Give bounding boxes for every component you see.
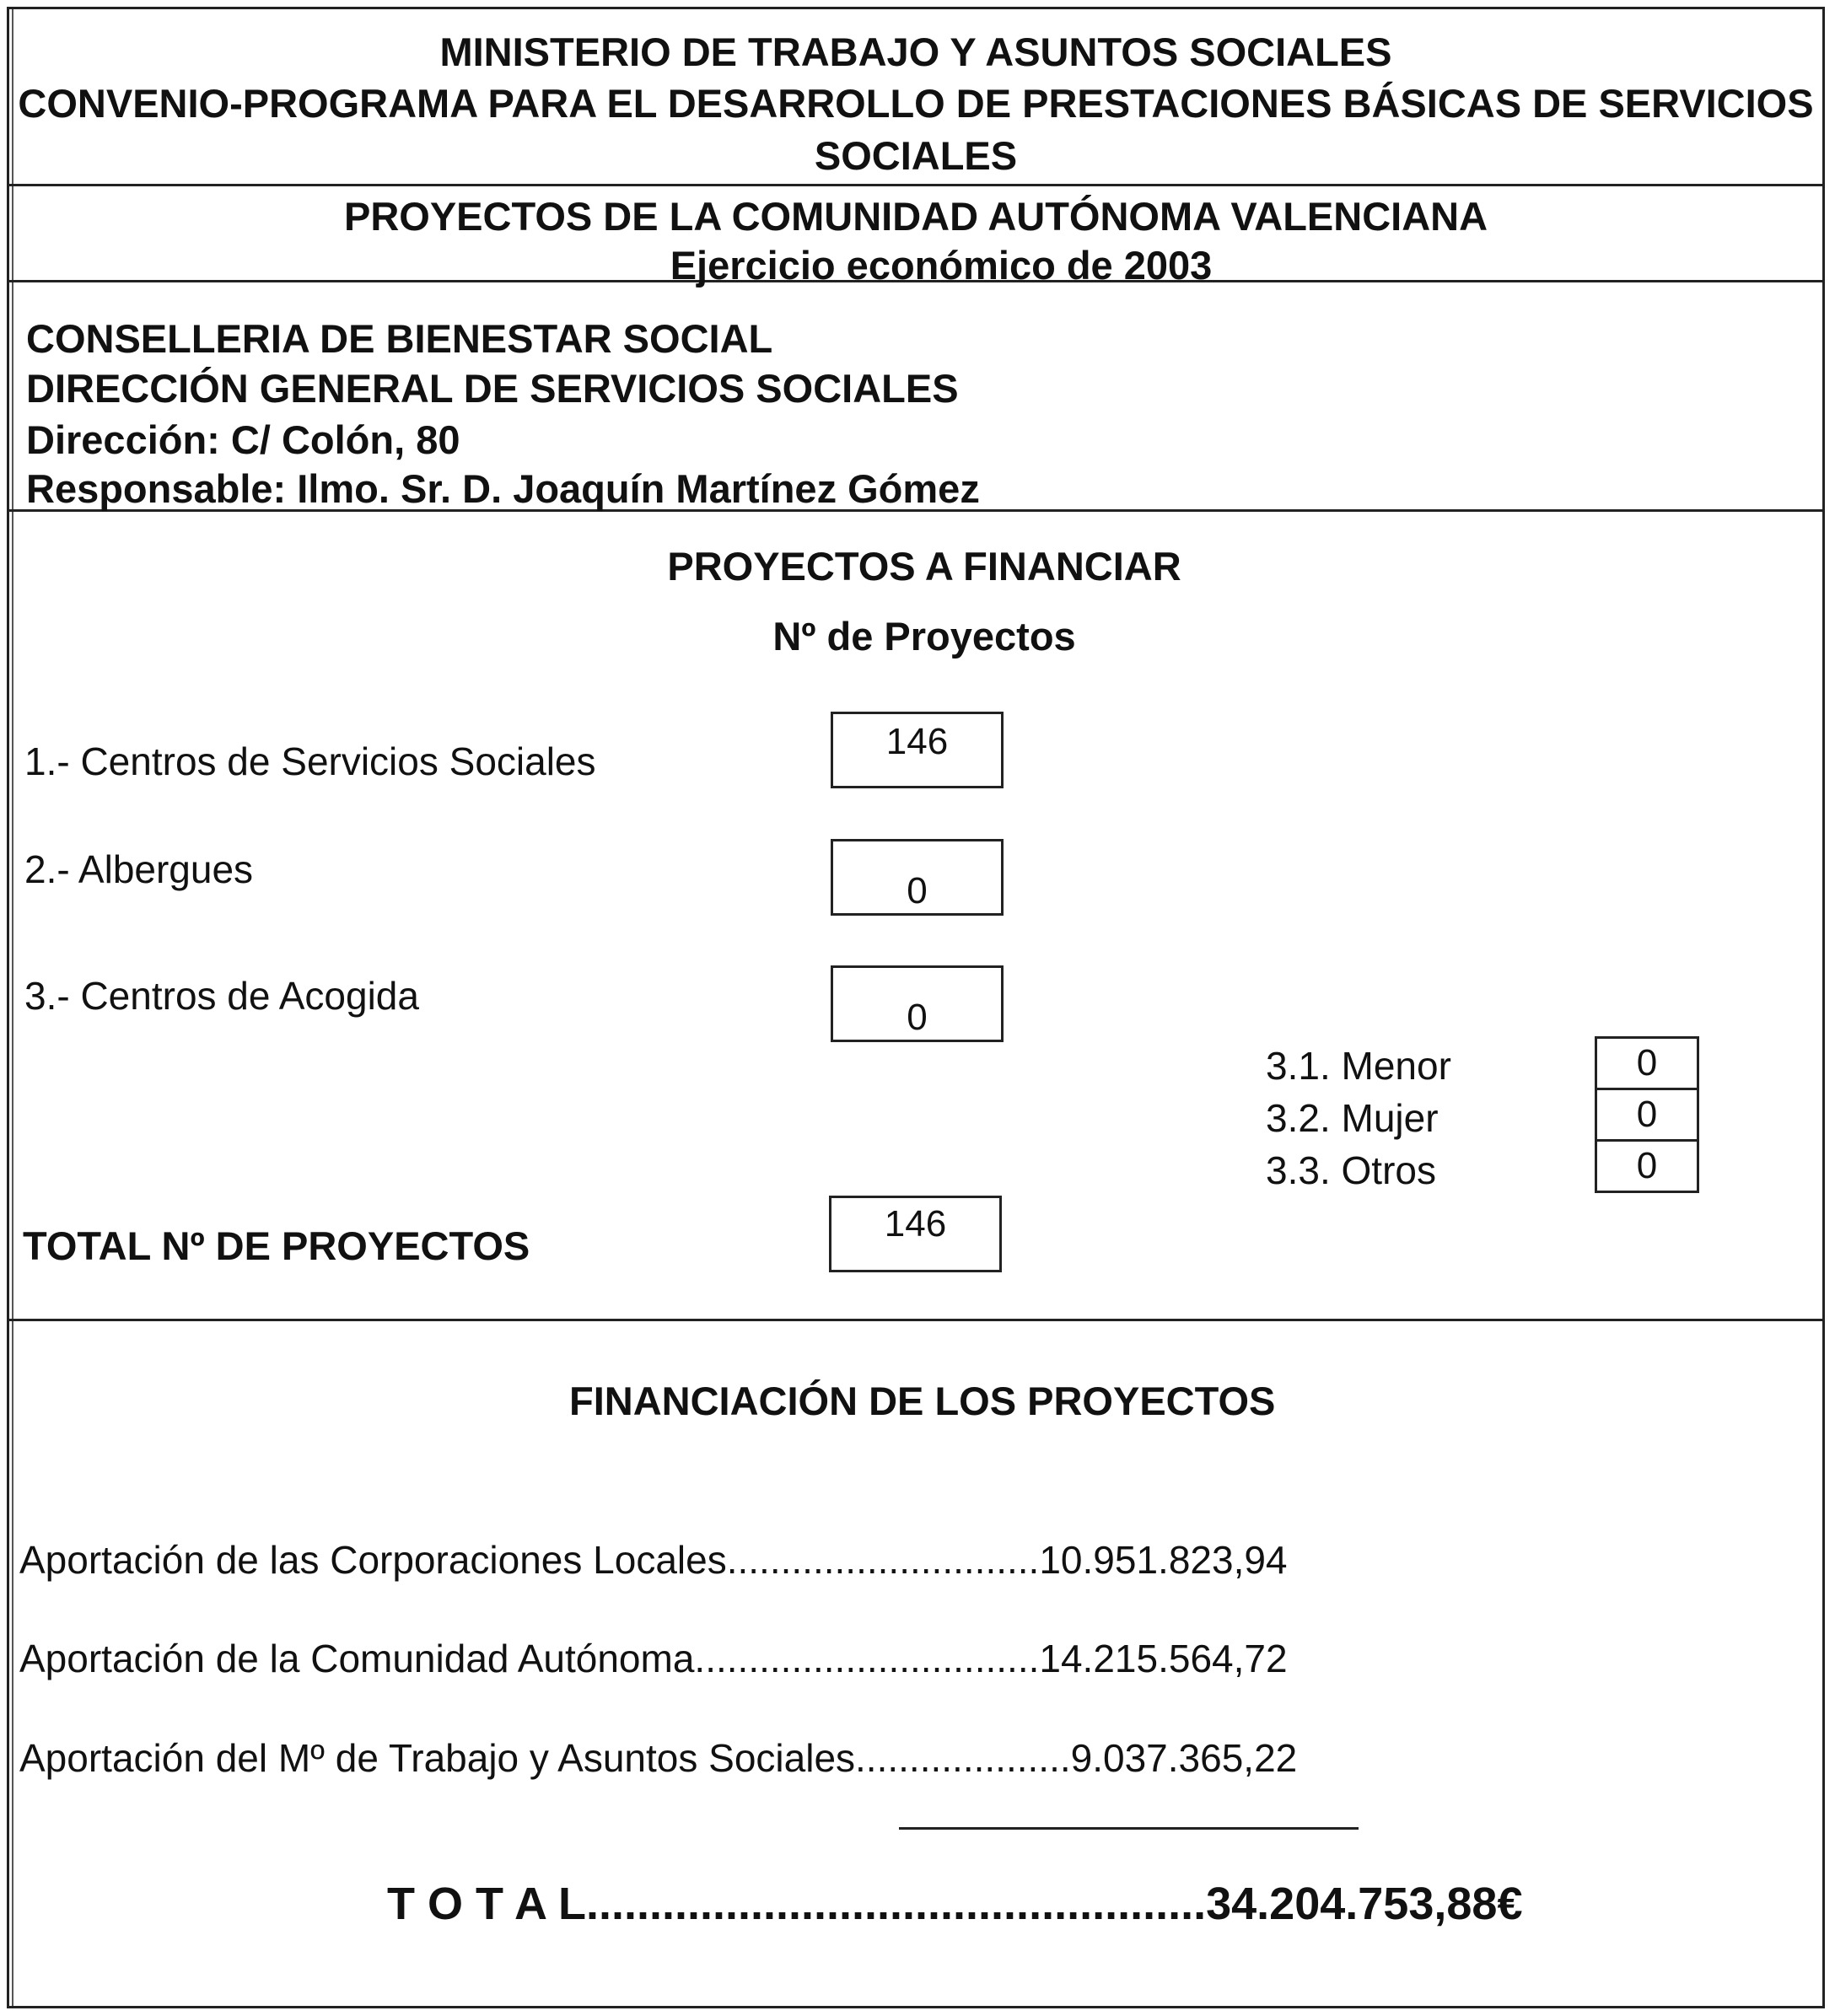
ministry-header [9,9,1822,186]
subitem-label: 3.3. Otros [1266,1148,1436,1192]
fiscal-year: Ejercicio económico de 2003 [670,243,1213,288]
total-projects-label: TOTAL Nº DE PROYECTOS [23,1223,530,1268]
subitem-value: 0 [1636,1145,1658,1186]
responsible: Responsable: Ilmo. Sr. D. Joaquín Martínez Gómez [26,466,980,511]
subitem-value: 0 [1636,1042,1658,1083]
total-projects-value: 146 [884,1203,947,1245]
total-projects-box [829,1196,1002,1272]
item-value: 146 [885,721,949,762]
header-line-2: CONVENIO-PROGRAMA PARA EL DESARROLLO DE PRESTACIONES BÁSICAS DE SERVICIOS [18,81,1814,126]
financing-title: FINANCIACIÓN DE LOS PROYECTOS [569,1379,1276,1423]
header-line-1: MINISTERIO DE TRABAJO Y ASUNTOS SOCIALES [439,30,1392,74]
financing-label: Aportación del Mº de Trabajo y Asuntos Sociales.................... [19,1736,1071,1780]
item-value-box [831,839,1004,916]
direccion-general: DIRECCIÓN GENERAL DE SERVICIOS SOCIALES [26,366,959,411]
item-value: 0 [907,997,928,1038]
item-value: 0 [907,870,928,911]
subitem-value-box [1595,1036,1699,1090]
address: Dirección: C/ Colón, 80 [26,417,460,462]
header-line-3: SOCIALES [814,133,1018,178]
financing-row [19,1735,1297,1781]
financing-amount: 14.215.564,72 [1039,1637,1288,1680]
financing-amount: 10.951.823,94 [1039,1538,1288,1582]
item-value-box [831,712,1004,788]
item-value-box [831,965,1004,1042]
grand-total-row [387,1878,1522,1930]
conselleria: CONSELLERIA DE BIENESTAR SOCIAL [26,316,773,361]
item-label: 3.- Centros de Acogida [24,974,419,1018]
item-label: 1.- Centros de Servicios Sociales [24,739,596,783]
financing-amount: 9.037.365,22 [1070,1736,1298,1780]
sum-rule [899,1827,1359,1830]
projects-section [9,512,1822,1321]
subitem-value-box [1595,1139,1699,1193]
grand-total-amount: 34.204.753,88€ [1206,1879,1523,1929]
projects-subtitle: Nº de Proyectos [772,614,1076,659]
subitem-value-box [1595,1088,1699,1142]
community-header [9,186,1822,288]
financing-label: Aportación de la Comunidad Autónoma................................ [19,1637,1040,1680]
financing-row [19,1636,1288,1681]
item-label: 2.- Albergues [24,847,254,891]
entity-info [9,282,1822,512]
financing-section [9,1321,1822,2006]
financing-label: Aportación de las Corporaciones Locales............................. [19,1538,1040,1582]
subitem-label: 3.2. Mujer [1266,1096,1439,1140]
financing-row [19,1537,1288,1583]
projects-title: PROYECTOS A FINANCIAR [667,544,1181,589]
subitem-value: 0 [1636,1094,1658,1135]
community-title: PROYECTOS DE LA COMUNIDAD AUTÓNOMA VALENCIANA [343,194,1488,239]
document-frame [7,7,1825,2008]
subitem-label: 3.1. Menor [1266,1044,1451,1088]
grand-total-label: T O T A L................................................. [387,1879,1207,1929]
